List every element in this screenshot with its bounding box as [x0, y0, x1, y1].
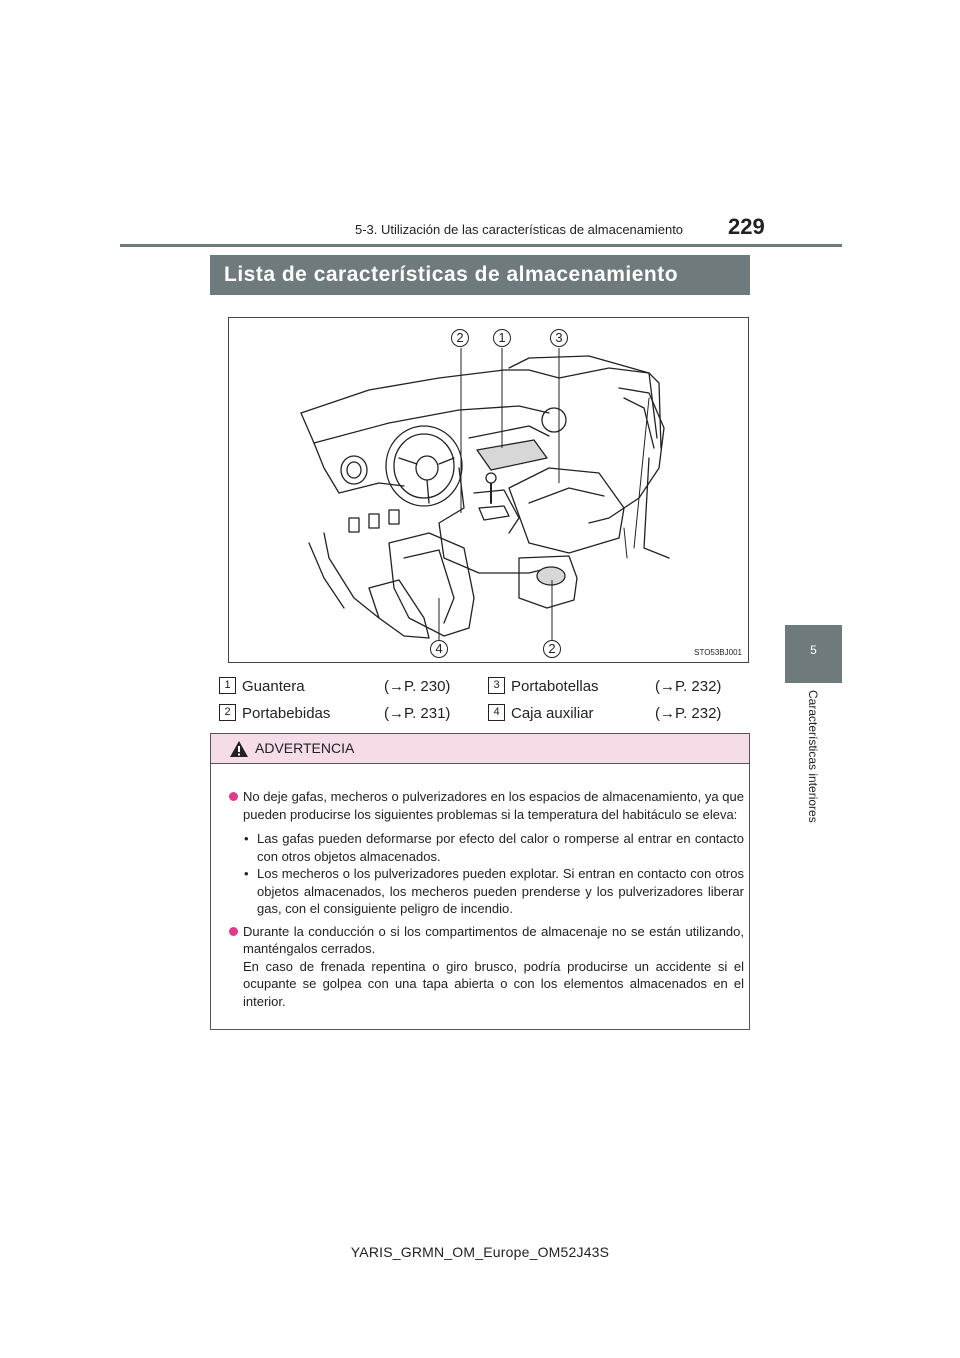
warning-triangle-icon — [229, 740, 249, 758]
legend-ref-guantera[interactable]: (→P. 230) — [384, 678, 451, 695]
legend-label-caja-auxiliar: Caja auxiliar — [511, 705, 594, 722]
interior-illustration — [228, 317, 749, 663]
chapter-title-vertical — [806, 690, 821, 830]
warning-body — [229, 788, 744, 1010]
legend-num-3: 3 — [488, 677, 505, 694]
warning-bullet-2 — [229, 923, 744, 1011]
chapter-title: Características interiores — [806, 690, 820, 823]
footer-doc-id: YARIS_GRMN_OM_Europe_OM52J43S — [350, 1244, 610, 1260]
legend-num-2: 2 — [219, 704, 236, 721]
page-number: 229 — [728, 214, 765, 239]
running-header-section: 5-3. Utilización de las características de almacenamiento — [355, 222, 684, 237]
legend-label-portabebidas: Portabebidas — [242, 705, 331, 722]
legend-num-4: 4 — [488, 704, 505, 721]
figure-code: STO53BJ001 — [694, 648, 742, 657]
warning-sub-2 — [229, 865, 744, 918]
chapter-number: 5 — [810, 643, 817, 657]
header-rule — [120, 244, 842, 247]
warning-sub-1 — [229, 830, 744, 865]
warning-bullet-1-text: No deje gafas, mecheros o pulverizadores en los espacios de almacenamiento, ya que pueden producirse los siguientes problemas si la temperatura del habitáculo se eleva: — [243, 789, 744, 822]
legend-ref-caja-auxiliar[interactable]: (→P. 232) — [655, 705, 722, 722]
warning-bullet-2-text: Durante la conducción o si los compartimentos de almacenaje no se están utilizando, manténgalos cerrados. — [243, 923, 744, 956]
warning-sub-2-text: Los mecheros o los pulverizadores pueden explotar. Si entran en contacto con otros objetos almacenados, los mecheros pueden prenderse y los pulverizadores liberar gas, con el consiguiente peligro de incendio. — [257, 866, 744, 916]
section-title: Lista de características de almacenamiento — [210, 255, 750, 295]
sub-bullet-dot: • — [244, 866, 249, 881]
warning-sub-1-text: Las gafas pueden deformarse por efecto del calor o romperse al entrar en contacto con otros objetos almacenados. — [257, 831, 744, 864]
legend-ref-portabotellas[interactable]: (→P. 232) — [655, 678, 722, 695]
warning-bullet-2-text-cont: En caso de frenada repentina o giro brusco, podría producirse un accidente si el ocupante se golpea con una tapa abierta o con los elementos almacenados en el interior. — [243, 958, 744, 1009]
warning-box — [210, 733, 750, 1030]
legend-num-1: 1 — [219, 677, 236, 694]
car-interior-drawing — [229, 318, 748, 662]
bullet-dot — [229, 792, 238, 801]
callout-3-top: 3 — [550, 329, 568, 347]
bullet-dot — [229, 927, 238, 936]
callout-4-bottom: 4 — [430, 640, 448, 658]
callout-1-top: 1 — [493, 329, 511, 347]
legend-label-guantera: Guantera — [242, 678, 305, 695]
callout-2-bottom: 2 — [543, 640, 561, 658]
legend-ref-portabebidas[interactable]: (→P. 231) — [384, 705, 451, 722]
callout-2-top: 2 — [451, 329, 469, 347]
legend-label-portabotellas: Portabotellas — [511, 678, 599, 695]
warning-title: ADVERTENCIA — [255, 740, 355, 756]
warning-header — [211, 734, 749, 764]
warning-bullet-1 — [229, 788, 744, 823]
sub-bullet-dot: • — [244, 831, 249, 846]
